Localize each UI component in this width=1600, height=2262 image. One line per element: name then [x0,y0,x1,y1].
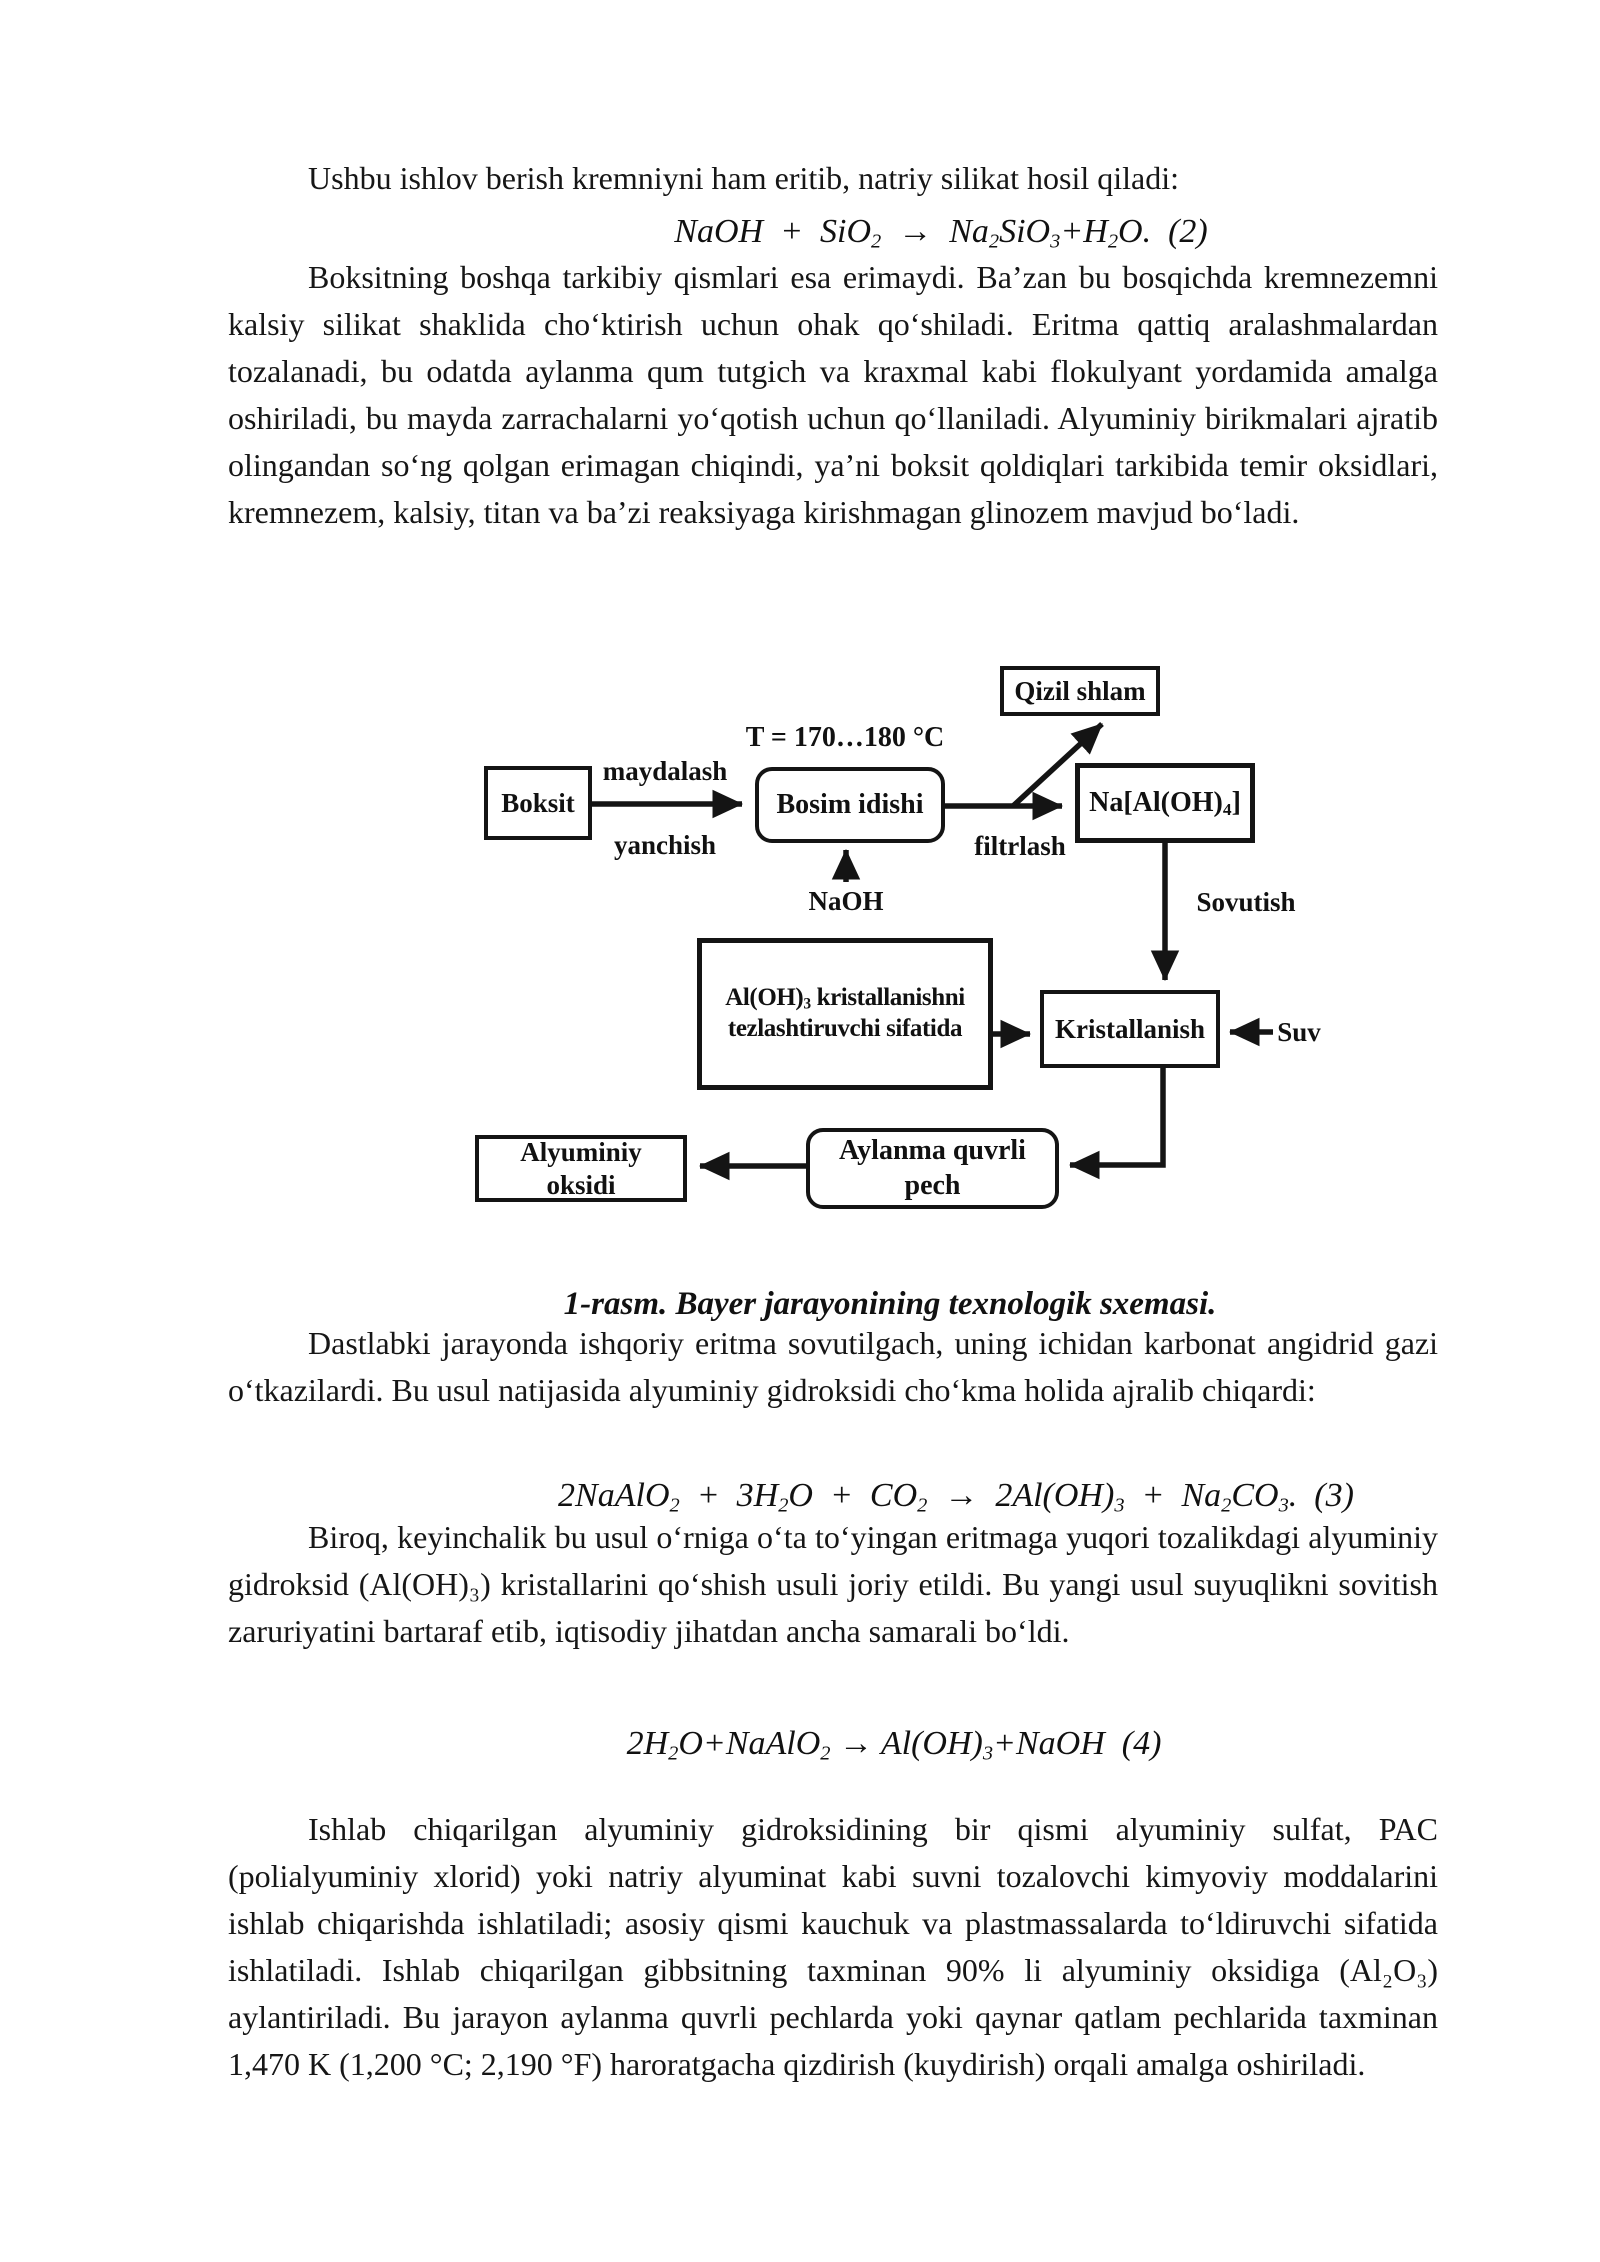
flowchart-box-kristallanish [1040,990,1220,1068]
paragraph-intro: Ushbu ishlov berish kremniyni ham eritib, natriy silikat hosil qiladi: [308,160,1180,196]
suv-label: Suv [1277,1017,1321,1047]
pech-line2: pech [904,1169,961,1201]
flowchart-box-qizil-shlam [1000,666,1160,716]
temperature-label: T = 170…180 °C [745,722,945,753]
aloh-kristallanishni-line1: $Al(OH)_3$ kristallanishni [725,984,965,1013]
qizil-shlam-label: Qizil shlam [1014,675,1146,706]
equation-2: NaOH + $SiO_2 \to Na_2SiO_3+H_2O$. (2) [674,213,1208,253]
maydalash-label: maydalash [602,756,728,786]
sovutish-label: Sovutish [1196,887,1296,917]
flowchart-box-na-al-oh4 [1075,763,1255,843]
paragraph-seeding: Biroq, keyinchalik bu usul oʻrniga oʻta toʻyingan eritmaga yuqori tozalikdagi alyuminiy gidroksid (Al(OH)₃) kristallarini qoʻshish usuli joriy etildi. Bu yangi usul suyuqlikni sovitish zaruriyatini bartaraf etib, iqtisodiy jihatdan ancha samarali boʻldi. [228,1519,1438,1649]
aloh-kristallanishni-line2: tezlashtiruvchi sifatida [727,1015,963,1043]
equation-4: $2H_2O+NaAlO_2$ → $Al(OH)_3+NaOH$ (4) [626,1725,1162,1765]
kristallanish-label: Kristallanish [1054,1013,1206,1044]
arrow-kristallanish-to-pech [1070,1068,1163,1165]
na-al-oh4-label: $Na[Al(OH)_4]$ [1089,786,1241,819]
oksidi-line1: Alyuminiy [520,1136,642,1167]
boksit-label: Boksit [501,787,575,818]
flowchart-box-alyuminiy-oksidi [475,1135,687,1202]
oksidi-line2: oksidi [546,1169,616,1200]
figure-caption: 1-rasm. Bayer jarayonining texnologik sxemasi. [563,1286,1217,1322]
filtrlash-label: filtrlash [974,831,1066,861]
bayer-process-flowchart [420,650,1340,1250]
flowchart-box-bosim-idishi [755,767,945,843]
flowchart-box-aylanma-quvrli-pech [806,1128,1059,1209]
naoh-label: NaOH [808,886,884,916]
flowchart-box-boksit [484,766,592,840]
paragraph-carbonation: Dastlabki jarayonda ishqoriy eritma sovutilgach, uning ichidan karbonat angidrid gazi oʻtkazilardi. Bu usul natijasida alyuminiy gidroksidi choʻkma holida ajralib chiqardi: [228,1325,1438,1408]
paragraph-bauxite: Boksitning boshqa tarkibiy qismlari esa erimaydi. Ba’zan bu bosqichda kremnezemni kalsiy silikat shaklida choʻktirish uchun ohak qoʻshiladi. Eritma qattiq aralashmalardan tozalanadi, bu odatda aylanma qum tutgich va kraxmal kabi flokulyant yordamida amalga oshiriladi, bu mayda zarrachalarni yoʻqotish uchun qoʻllaniladi. Alyuminiy birikmalari ajratib olingandan soʻng qolgan erimagan chiqindi, ya’ni boksit qoldiqlari tarkibida temir oksidlari, kremnezem, kalsiy, titan va ba’zi reaksiyaga kirishmagan glinozem mavjud boʻladi. [228,259,1438,530]
equation-3: 2NaAlO$_2$ + $3H_2O + CO_2 \to 2Al(OH)_3 + Na_2CO_3$. (3) [558,1477,1354,1517]
bosim-idishi-label: Bosim idishi [776,788,924,820]
yanchish-label: yanchish [613,830,717,860]
flowchart-box-aloh-kristallanishni [697,938,993,1090]
paragraph-usage: Ishlab chiqarilgan alyuminiy gidroksidining bir qismi alyuminiy sulfat, PAC (polialyuminiy xlorid) yoki natriy alyuminat kabi suvni tozalovchi kimyoviy moddalarini ishlab chiqarishda ishlatiladi; asosiy qismi kauchuk va plastmassalarda toʻldiruvchi sifatida ishlatiladi. Ishlab chiqarilgan gibbsitning taxminan 90% li alyuminiy oksidiga (Al₂O₃) aylantiriladi. Bu jarayon aylanma quvrli pechlarda yoki qaynar qatlam pechlarida taxminan 1,470 K (1,200 °C; 2,190 °F) haroratgacha qizdirish (kuydirish) orqali amalga oshiriladi. [228,1811,1438,2082]
pech-line1: Aylanma quvrli [839,1135,1026,1167]
